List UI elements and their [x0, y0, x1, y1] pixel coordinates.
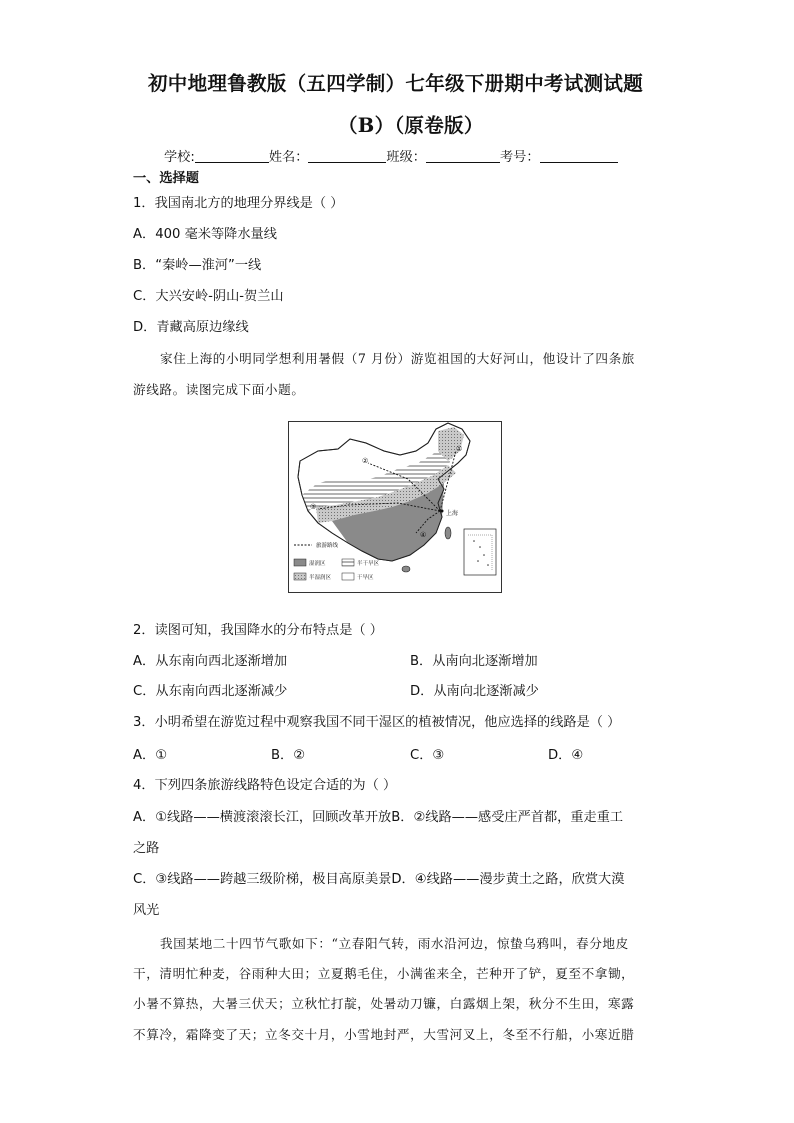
q1-option-d: D．青藏高原边缘线 — [133, 320, 249, 335]
south-china-sea-inset — [464, 529, 496, 575]
legend-humid-label: 湿润区 — [309, 561, 326, 567]
name-blank — [308, 149, 386, 163]
legend-arid-label: 干旱区 — [357, 575, 374, 581]
student-info-row — [164, 146, 618, 165]
school-blank — [195, 149, 269, 163]
china-dryness-zones-map — [288, 421, 502, 593]
page-title: 初中地理鲁教版（五四学制）七年级下册期中考试测试题 — [148, 72, 644, 95]
legend-route-label: 旅游路线 — [316, 543, 339, 549]
taiwan-island — [445, 527, 451, 539]
q4-stem: 4．下列四条旅游线路特色设定合适的为（ ） — [133, 778, 397, 793]
hainan-island — [402, 566, 410, 572]
page-subtitle: （B）（原卷版） — [338, 114, 484, 137]
route-label-4: ④ — [420, 531, 427, 539]
passage2-line4: 不算冷，霜降变了天；立冬交十月，小雪地封严，大雪河叉上，冬至不行船，小寒近腊 — [133, 1027, 635, 1042]
q1-option-c: C．大兴安岭-阴山-贺兰山 — [133, 289, 284, 304]
legend-arid-swatch — [342, 573, 354, 580]
q1-option-a: A．400 毫米等降水量线 — [133, 227, 277, 242]
legend-semiarid-swatch — [342, 559, 354, 566]
q2-option-b: B．从南向北逐渐增加 — [410, 654, 538, 669]
q1-stem: 1．我国南北方的地理分界线是（ ） — [133, 196, 344, 211]
q3-option-a: A．① — [133, 748, 168, 763]
q3-option-c: C．③ — [410, 748, 445, 763]
route-label-1: ① — [456, 445, 463, 453]
class-blank — [426, 149, 500, 163]
number-label: 考号： — [499, 150, 540, 165]
route-label-2: ② — [362, 457, 369, 465]
passage2-line1: 我国某地二十四节气歌如下：“立春阳气转，雨水沿河边，惊蛰乌鸦叫，春分地皮 — [160, 936, 629, 951]
q4-options-ab-line1: A．①线路——横渡滚滚长江，回顾改革开放B．②线路——感受庄严首都，重走重工 — [133, 810, 624, 825]
q4-options-cd-line1: C．③线路——跨越三级阶梯，极目高原美景D．④线路——漫步黄土之路，欣赏大漠 — [133, 872, 625, 887]
school-label: 学校: — [164, 150, 195, 165]
passage2-line3: 小暑不算热，大暑三伏天；立秋忙打靛，处暑动刀镰，白露烟上架，秋分不生田，寒露 — [133, 996, 635, 1011]
section-heading: 一、选择题 — [133, 171, 199, 186]
q1-option-b: B．“秦岭—淮河”一线 — [133, 258, 262, 273]
q2-option-a: A．从东南向西北逐渐增加 — [133, 654, 288, 669]
passage1-line1: 家住上海的小明同学想利用暑假（7 月份）游览祖国的大好河山，他设计了四条旅 — [160, 351, 635, 366]
q2-option-d: D．从南向北逐渐减少 — [410, 684, 539, 699]
class-label: 班级： — [386, 150, 426, 165]
shanghai-dot — [441, 510, 444, 513]
name-label: 姓名： — [268, 150, 309, 165]
q3-option-b: B．② — [271, 748, 306, 763]
q4-options-cd-line2: 风光 — [133, 903, 160, 918]
route-label-3: ③ — [310, 503, 317, 511]
q2-option-c: C．从东南向西北逐渐减少 — [133, 684, 288, 699]
number-blank — [540, 149, 618, 163]
legend-humid-swatch — [294, 559, 306, 566]
legend-semihumid-swatch — [294, 573, 306, 580]
q3-stem: 3．小明希望在游览过程中观察我国不同干湿区的植被情况，他应选择的线路是（ ） — [133, 715, 621, 730]
passage2-line2: 干，清明忙种麦，谷雨种大田；立夏鹅毛住，小满雀来全，芒种开了铲，夏至不拿锄， — [133, 966, 635, 981]
shanghai-label: 上海 — [446, 510, 459, 517]
passage1-line2: 游线路。读图完成下面小题。 — [133, 382, 305, 397]
q2-stem: 2．读图可知，我国降水的分布特点是（ ） — [133, 623, 383, 638]
legend-semihumid-label: 半湿润区 — [309, 575, 332, 581]
q4-options-ab-line2: 之路 — [133, 841, 160, 856]
legend-semiarid-label: 半干旱区 — [357, 561, 380, 567]
q3-option-d: D．④ — [548, 748, 584, 763]
